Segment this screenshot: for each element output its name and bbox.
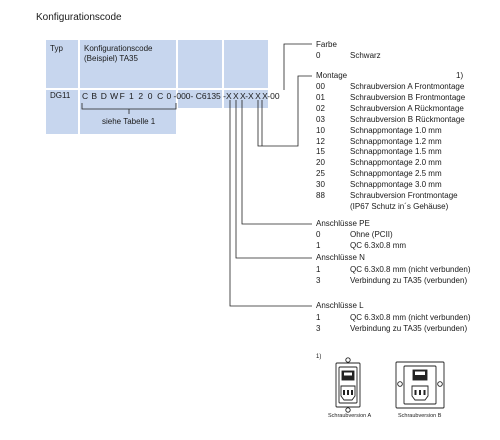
l-code-0: 1 [316, 313, 321, 322]
l-desc-1: Verbindung zu TA35 (verbunden) [350, 324, 468, 333]
montage-code: 01 [316, 92, 325, 102]
pe-code-0: 0 [316, 230, 321, 239]
schraubversion-a-drawing [325, 356, 375, 414]
montage-desc: Schraubversion Frontmontage [350, 191, 458, 200]
column-header-code: Konfigurationscode [84, 44, 153, 53]
montage-desc: Schnappmontage 1.0 mm [350, 125, 442, 135]
montage-code: 88 [316, 191, 325, 200]
code-letter: C [82, 91, 89, 101]
montage-desc: Schnappmontage 2.0 mm [350, 158, 442, 168]
code-letter: W [110, 91, 119, 101]
typ-value: DG11 [50, 91, 71, 100]
code-x-group-1: X X X [225, 91, 246, 101]
pe-code-1: 1 [316, 241, 321, 250]
montage-code: 00 [316, 82, 325, 91]
montage-code: 02 [316, 103, 325, 113]
pe-title: Anschlüsse PE [316, 219, 370, 228]
montage-code: 25 [316, 169, 325, 179]
code-x-group-2: X X X [248, 91, 268, 101]
montage-desc: (IP67 Schutz in´s Gehäuse) [350, 201, 449, 211]
montage-desc: Schnappmontage 1.2 mm [350, 136, 442, 146]
l-desc-0: QC 6.3x0.8 mm (nicht verbunden) [350, 313, 471, 322]
see-table-note: siehe Tabelle 1 [102, 117, 156, 126]
montage-desc: Schnappmontage 3.0 mm [350, 180, 442, 190]
n-desc-1: Verbindung zu TA35 (verbunden) [350, 276, 468, 285]
montage-code: 20 [316, 158, 325, 168]
montage-code: 12 [316, 136, 325, 146]
code-letter: 2 [138, 91, 144, 101]
farbe-code: 0 [316, 51, 321, 60]
column-header-code-example: (Beispiel) TA35 [84, 54, 138, 63]
montage-code: 30 [316, 180, 325, 190]
n-code-0: 1 [316, 265, 321, 274]
code-fixed-part: -000- C6135 - [173, 91, 226, 101]
code-letter: F [119, 91, 125, 101]
n-desc-0: QC 6.3x0.8 mm (nicht verbunden) [350, 265, 471, 274]
montage-desc: Schraubversion A Rückmontage [350, 103, 464, 113]
n-title: Anschlüsse N [316, 253, 365, 262]
montage-code: 03 [316, 114, 325, 124]
code-letter: 0 [166, 91, 172, 101]
code-suffix: -00 [267, 91, 280, 101]
montage-desc: Schraubversion B Rückmontage [350, 114, 465, 124]
montage-desc: Schnappmontage 2.5 mm [350, 169, 442, 179]
montage-code: 10 [316, 125, 325, 135]
code-letter: B [91, 91, 98, 101]
code-letter: 1 [128, 91, 134, 101]
code-letter: C [157, 91, 164, 101]
farbe-desc: Schwarz [350, 51, 381, 60]
farbe-title: Farbe [316, 40, 337, 49]
page-title: Konfigurationscode [36, 12, 122, 23]
montage-footnote-marker: 1) [456, 71, 464, 80]
l-title: Anschlüsse L [316, 301, 364, 310]
column-header-typ: Typ [50, 44, 63, 53]
figure-footnote-marker: 1) [316, 354, 322, 360]
l-code-1: 3 [316, 324, 321, 333]
code-letter: D [100, 91, 107, 101]
caption-schraubversion-b: Schraubversion B [398, 413, 442, 419]
montage-desc: Schraubversion A Frontmontage [350, 82, 465, 91]
code-separator: - [245, 91, 249, 101]
schraubversion-b-drawing [394, 356, 448, 414]
montage-code: 15 [316, 147, 325, 157]
pe-desc-1: QC 6.3x0.8 mm [350, 241, 407, 250]
montage-title: Montage [316, 71, 348, 80]
montage-desc: Schraubversion B Frontmontage [350, 92, 466, 102]
pe-desc-0: Ohne (PCII) [350, 230, 393, 239]
montage-desc: Schnappmontage 1.5 mm [350, 147, 442, 157]
caption-schraubversion-a: Schraubversion A [328, 413, 372, 419]
code-letter: 0 [147, 91, 153, 101]
n-code-1: 3 [316, 276, 321, 285]
